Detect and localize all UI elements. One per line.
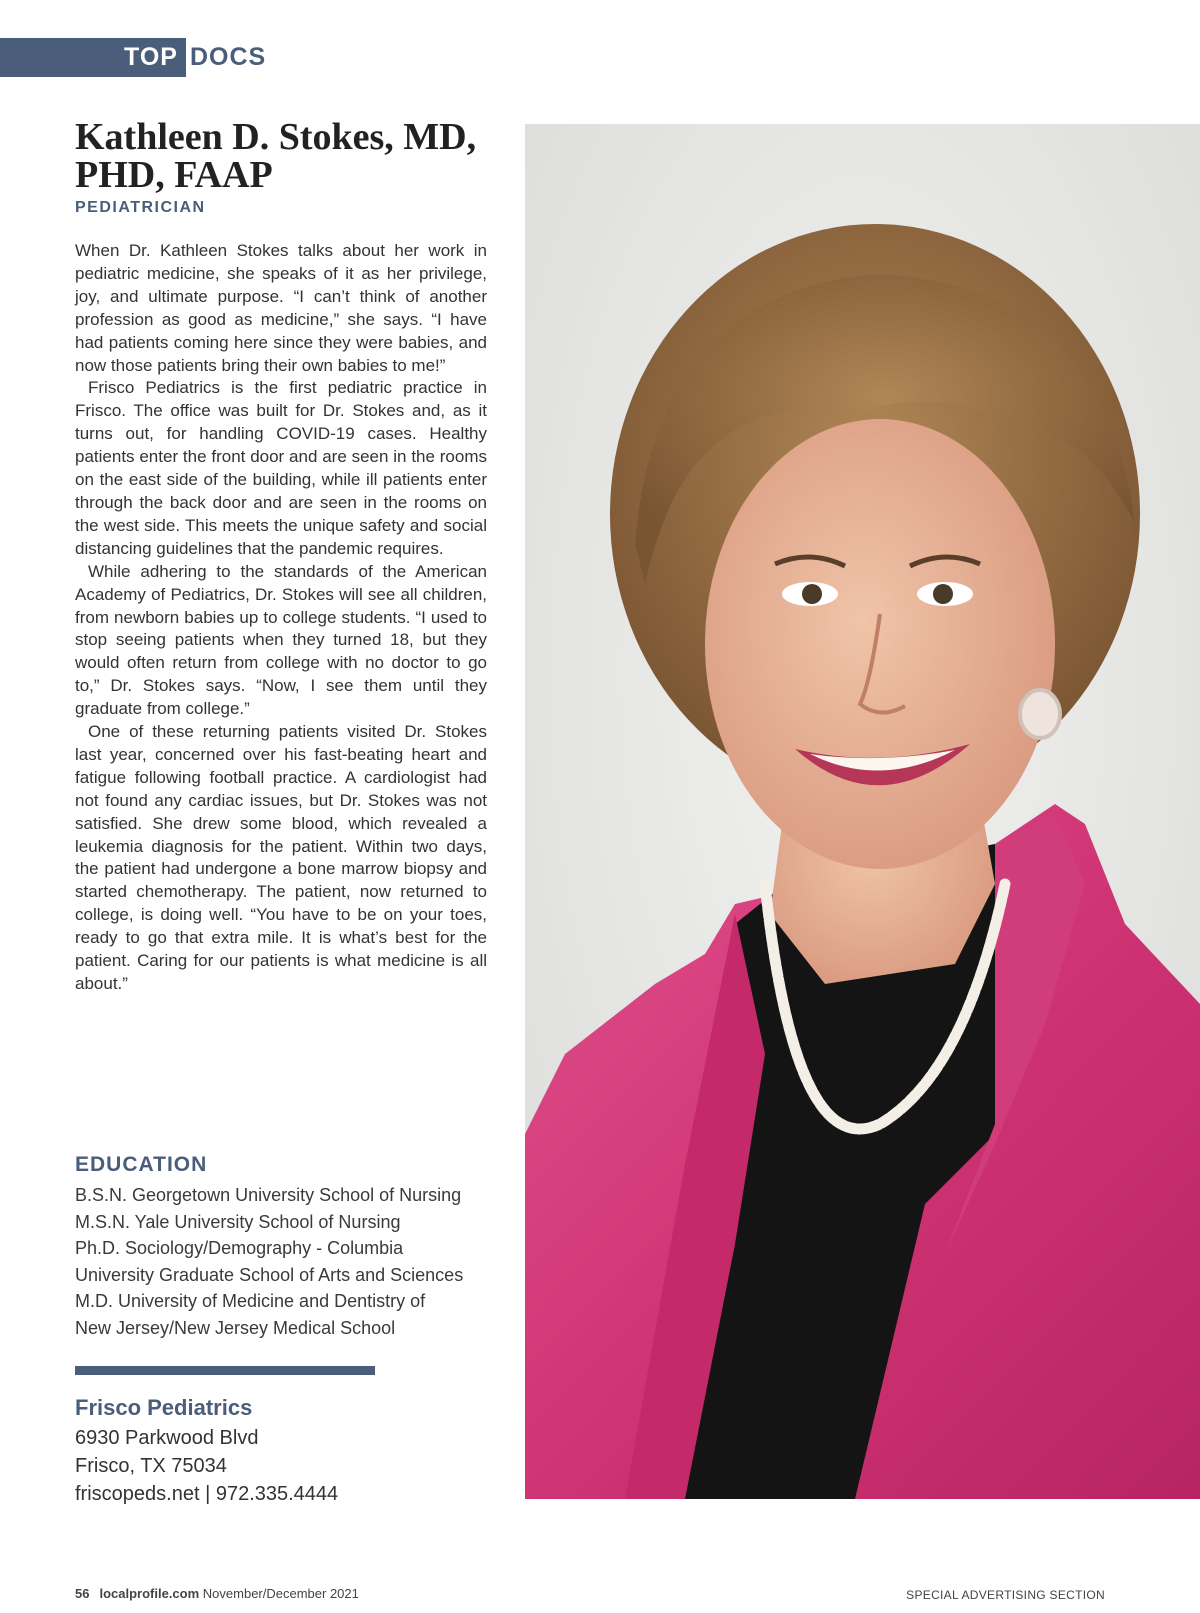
footer-issue: November/December 2021 — [202, 1586, 359, 1601]
section-banner-top: TOP — [124, 43, 178, 71]
education-list — [75, 1182, 505, 1341]
education-line: B.S.N. Georgetown University School of Nursing — [75, 1185, 462, 1205]
education-line: M.D. University of Medicine and Dentistry of — [75, 1291, 426, 1311]
bio-paragraph: While adhering to the standards of the American Academy of Pediatrics, Dr. Stokes will see all children, from newborn babies up to college students. “I used to stop seeing patients when they turned 18, but they would often return from college with no doctor to go to,” Dr. Stokes says. “Now, I see them until they graduate from college.” — [75, 561, 487, 719]
section-banner-docs: DOCS — [190, 43, 267, 71]
education-line: M.S.N. Yale University School of Nursing — [75, 1211, 401, 1232]
footer-page-number: 56 — [75, 1586, 90, 1601]
education-heading: EDUCATION — [75, 1153, 208, 1176]
education-line: Ph.D. Sociology/Demography - Columbia — [75, 1238, 404, 1258]
practice-city: Frisco, TX 75034 — [75, 1455, 227, 1477]
education-line: New Jersey/New Jersey Medical School — [75, 1317, 396, 1338]
bio-paragraph: When Dr. Kathleen Stokes talks about her work in pediatric medicine, she speaks of it as her privilege, joy, and ultimate purpose. “I can’t think of another profession as good as medicine,” she says. “I have had patients coming here since they were babies, and now those patients bring their own babies to me!” — [75, 241, 487, 375]
education-line: University Graduate School of Arts and Sciences — [75, 1264, 464, 1285]
doctor-specialty: PEDIATRICIAN — [75, 199, 206, 216]
practice-street: 6930 Parkwood Blvd — [75, 1427, 259, 1449]
footer-site: localprofile.com — [99, 1586, 200, 1601]
bio-paragraph: One of these returning patients visited Dr. Stokes last year, concerned over his fast-beating heart and fatigue following football practice. A cardiologist had not found any cardiac issues, but Dr. Stokes was not satisfied. She drew some blood, which revealed a leukemia diagnosis for the patient. Within two days, the patient had undergone a bone marrow biopsy and started chemotherapy. The patient, now returned to college, is doing well. “You have to be on your toes, ready to go that extra mile. It is what’s best for the patient. Caring for our patients is what medicine is all about.” — [75, 722, 487, 993]
practice-name: Frisco Pediatrics — [75, 1395, 253, 1420]
bio-paragraph: Frisco Pediatrics is the first pediatric practice in Frisco. The office was built for Dr. Stokes and, as it turns out, for handling COVID-19 cases. Healthy patients enter the front door and are seen in the rooms on the east side of the building, while ill patients enter through the back door and are seen in the rooms on the west side. This meets the unique safety and social distancing guidelines that the pandemic requires. — [75, 378, 487, 558]
doctor-name: Kathleen D. Stokes, MD, PHD, FAAP — [75, 116, 477, 196]
portrait-illustration — [525, 124, 1200, 1499]
bio-article — [75, 240, 487, 996]
footer-publication — [75, 1586, 359, 1601]
footer-section-label: SPECIAL ADVERTISING SECTION — [906, 1588, 1105, 1602]
practice-address — [75, 1424, 338, 1508]
section-divider — [75, 1366, 375, 1375]
doctor-portrait — [525, 124, 1200, 1499]
practice-contact: friscopeds.net | 972.335.4444 — [75, 1483, 339, 1505]
